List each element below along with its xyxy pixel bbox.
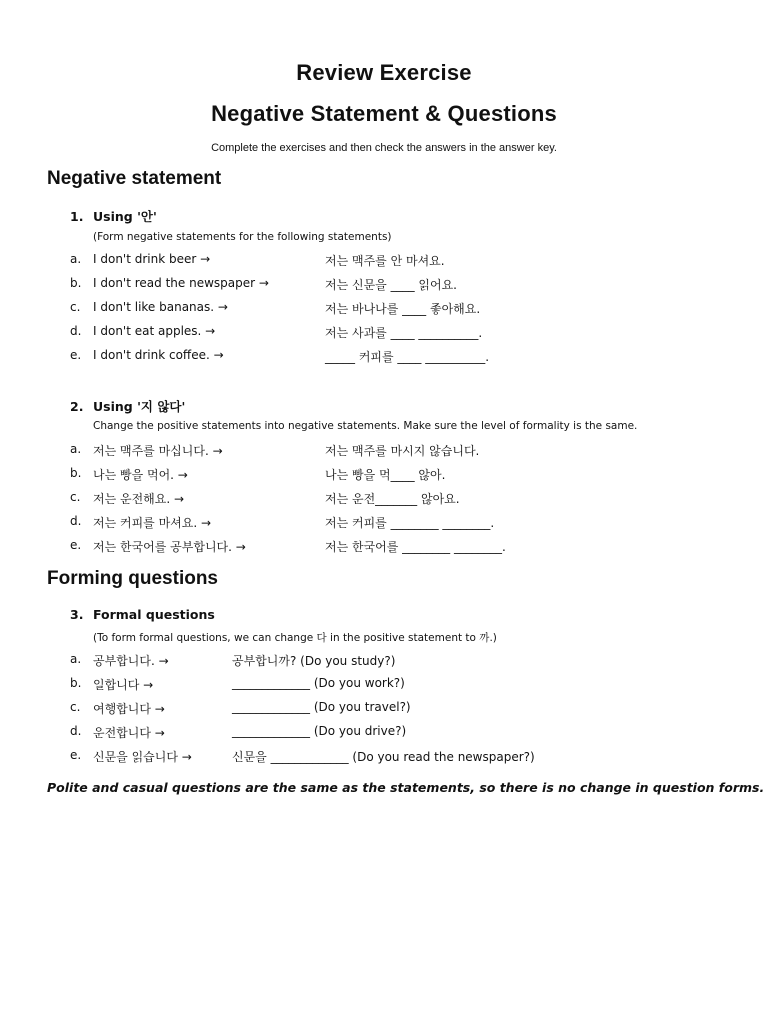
item-question: 여행합니다 → [93, 702, 165, 716]
item-question: 나는 빵을 먹어. → [93, 468, 188, 482]
part-3-note: (To form formal questions, we can change 다 in the positive statement to 까.) [93, 632, 497, 644]
item-answer: 신문을 _____________ (Do you read the newspaper?) [232, 750, 535, 764]
footer-note: Polite and casual questions are the same as the statements, so there is no change in question forms. [47, 780, 765, 795]
item-question: 저는 운전해요. → [93, 492, 185, 506]
title-line-2: Negative Statement & Questions [211, 101, 557, 126]
part-1-heading [70, 207, 157, 225]
item-letter: b. [70, 676, 82, 690]
item-answer: 저는 바나나를 ____ 좋아해요. [325, 302, 481, 316]
item-question: 일합니다 → [93, 678, 154, 692]
list-item [70, 300, 730, 318]
part-3-label: Formal questions [93, 607, 215, 622]
item-letter: e. [70, 748, 82, 762]
item-answer: _____ 커피를 ____ __________. [325, 350, 490, 364]
part-1-note: (Form negative statements for the following statements) [93, 231, 392, 243]
item-letter: e. [70, 538, 82, 552]
item-answer: _____________ (Do you work?) [232, 676, 405, 690]
item-question: 공부합니다. → [93, 654, 169, 668]
item-question: I don't eat apples. → [93, 324, 216, 338]
item-question: 운전합니다 → [93, 726, 165, 740]
item-letter: c. [70, 300, 81, 314]
item-question: I don't read the newspaper → [93, 276, 269, 290]
list-item [70, 652, 730, 670]
item-answer: 저는 신문을 ____ 읽어요. [325, 278, 457, 292]
list-item [70, 514, 730, 532]
item-letter: d. [70, 324, 82, 338]
list-item [70, 442, 730, 460]
item-question: 저는 맥주를 마십니다. → [93, 444, 223, 458]
part-3-heading [70, 607, 215, 622]
item-answer: 저는 커피를 ________ ________. [325, 516, 495, 530]
part-2-label: Using '지 않다' [93, 399, 186, 414]
part-2-heading [70, 397, 185, 415]
item-answer: 저는 사과를 ____ __________. [325, 326, 483, 340]
item-letter: a. [70, 442, 82, 456]
item-answer: 저는 한국어를 ________ ________. [325, 540, 506, 554]
item-answer: 저는 운전_______ 않아요. [325, 492, 460, 506]
item-letter: d. [70, 514, 82, 528]
item-letter: a. [70, 652, 82, 666]
list-item [70, 466, 730, 484]
item-answer: 나는 빵을 먹____ 않아. [325, 468, 446, 482]
subtitle: Complete the exercises and then check the answers in the answer key. [211, 142, 557, 154]
item-answer: _____________ (Do you drive?) [232, 724, 407, 738]
part-2-number: 2. [70, 399, 84, 414]
list-item [70, 348, 730, 366]
item-question: 저는 한국어를 공부합니다. → [93, 540, 246, 554]
item-letter: e. [70, 348, 82, 362]
item-answer: 저는 맥주를 마시지 않습니다. [325, 444, 480, 458]
item-letter: c. [70, 700, 81, 714]
title-line-1: Review Exercise [296, 60, 472, 85]
list-item [70, 700, 730, 718]
list-item [70, 490, 730, 508]
item-letter: b. [70, 466, 82, 480]
item-answer: _____________ (Do you travel?) [232, 700, 411, 714]
list-item [70, 538, 730, 556]
list-item [70, 324, 730, 342]
item-answer: 공부합니까? (Do you study?) [232, 654, 396, 668]
item-question: I don't like bananas. → [93, 300, 228, 314]
item-letter: b. [70, 276, 82, 290]
list-item [70, 276, 730, 294]
part-3-number: 3. [70, 607, 84, 622]
item-question: I don't drink coffee. → [93, 348, 224, 362]
item-question: I don't drink beer → [93, 252, 211, 266]
list-item [70, 748, 730, 766]
item-letter: c. [70, 490, 81, 504]
part-2-note: Change the positive statements into negative statements. Make sure the level of formality is the same. [93, 420, 638, 432]
part-1-number: 1. [70, 209, 84, 224]
item-letter: d. [70, 724, 82, 738]
list-item [70, 252, 730, 270]
section-heading-negative: Negative statement [47, 168, 222, 189]
item-question: 저는 커피를 마셔요. → [93, 516, 212, 530]
list-item [70, 676, 730, 694]
item-answer: 저는 맥주를 안 마셔요. [325, 254, 445, 268]
item-question: 신문을 읽습니다 → [93, 750, 192, 764]
part-1-label: Using '안' [93, 209, 157, 224]
list-item [70, 724, 730, 742]
section-heading-questions: Forming questions [47, 568, 218, 589]
item-letter: a. [70, 252, 82, 266]
